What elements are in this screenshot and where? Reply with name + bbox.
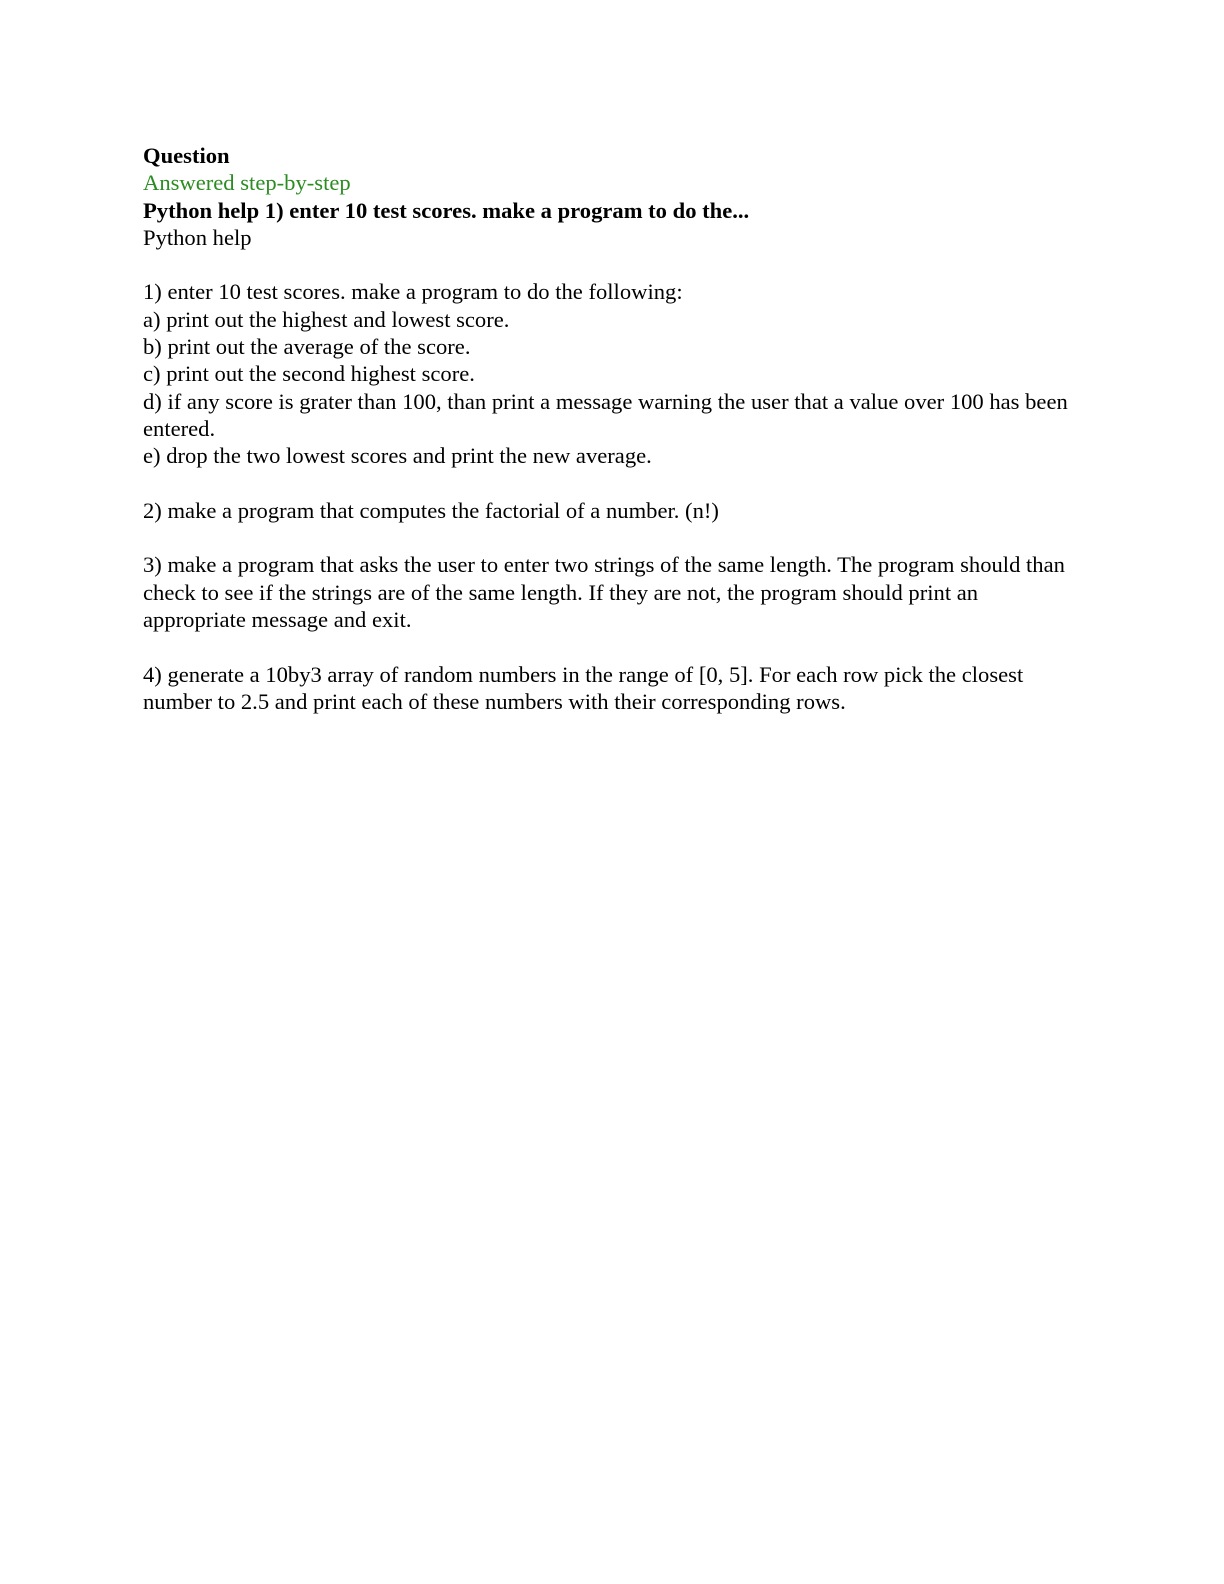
question-title: Python help 1) enter 10 test scores. make a program to do the... — [143, 197, 750, 223]
answer-status: Answered step-by-step — [143, 170, 351, 196]
question-subtitle: Python help — [143, 224, 252, 250]
spacer — [143, 633, 1083, 660]
spacer — [143, 251, 1083, 278]
q1-item-d: d) if any score is grater than 100, than print a message warning the user that a value over 100 has been entered. — [143, 388, 1068, 441]
question-heading: Question — [143, 143, 230, 168]
q1-item-c: c) print out the second highest score. — [143, 361, 475, 387]
spacer — [143, 470, 1083, 497]
q2-text: 2) make a program that computes the factorial of a number. (n!) — [143, 497, 719, 523]
q1-item-e: e) drop the two lowest scores and print the new average. — [143, 443, 652, 469]
spacer — [143, 524, 1083, 551]
document-page — [143, 142, 1083, 715]
q1-intro: 1) enter 10 test scores. make a program to do the following: — [143, 279, 683, 305]
q1-item-a: a) print out the highest and lowest score. — [143, 306, 510, 332]
q1-item-b: b) print out the average of the score. — [143, 334, 471, 360]
q4-text: 4) generate a 10by3 array of random numbers in the range of [0, 5]. For each row pick the closest number to 2.5 and print each of these numbers with their corresponding rows. — [143, 661, 1024, 714]
q3-text: 3) make a program that asks the user to enter two strings of the same length. The program should than check to see if the strings are of the same length. If they are not, the program should print an appropriate message and exit. — [143, 552, 1065, 633]
